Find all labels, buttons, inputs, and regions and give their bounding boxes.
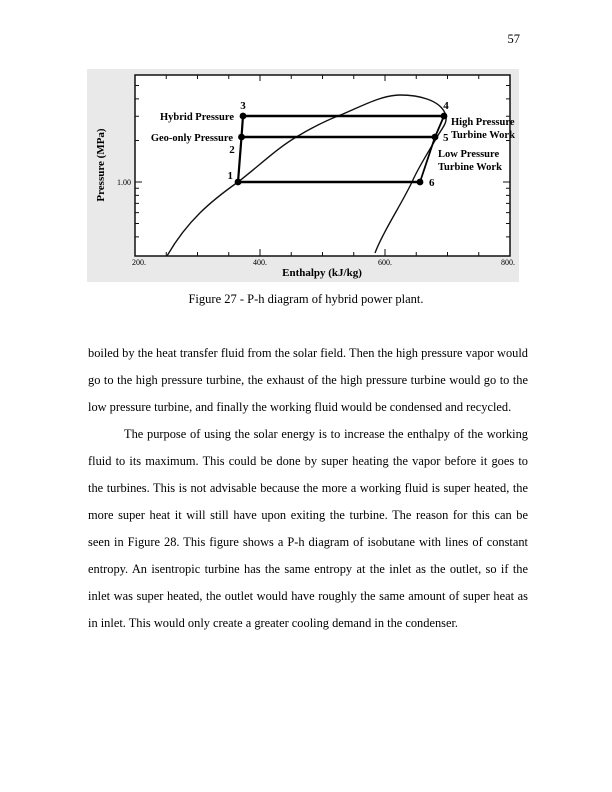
- figure-image: [87, 69, 519, 282]
- point-label-4: 4: [443, 100, 449, 112]
- x-tick-label-400: 400.: [253, 258, 267, 267]
- point-label-3: 3: [240, 100, 246, 112]
- annotation-hybrid-pressure: Hybrid Pressure: [160, 112, 234, 123]
- body-paragraph: The purpose of using the solar energy is to increase the enthalpy of the working fluid to its maximum. This could be done by super heating the vapor before it goes to the turbines. This is not advisable because the more a working fluid is super heated, the more super heat it will still have upon exiting the turbine. The reason for this can be seen in Figure 28. This figure shows a P-h diagram of isobutane with lines of constant entropy. An isentropic turbine has the same entropy at the inlet as the outlet, so if the inlet was super heated, the outlet would have roughly the same amount of super heat as in inlet. This would only create a greater cooling demand in the condenser.: [88, 427, 528, 630]
- point-marker-6: [417, 179, 424, 186]
- point-marker-2: [238, 134, 245, 141]
- annotation-high-pressure-turbine-work-line1: High Pressure: [451, 117, 515, 128]
- point-label-6: 6: [429, 177, 435, 189]
- y-axis-label: Pressure (MPa): [95, 128, 107, 202]
- point-label-5: 5: [443, 132, 449, 144]
- point-marker-1: [235, 179, 242, 186]
- x-axis-label: Enthalpy (kJ/kg): [282, 267, 362, 279]
- annotation-geo-only-pressure: Geo-only Pressure: [150, 133, 233, 144]
- body-text: [88, 340, 528, 637]
- y-tick-label-1: 1.00: [117, 178, 131, 187]
- annotation-high-pressure-turbine-work-line2: Turbine Work: [451, 130, 515, 141]
- page-number: 57: [507, 32, 520, 46]
- figure-caption: Figure 27 - P-h diagram of hybrid power plant.: [188, 292, 424, 306]
- point-label-2: 2: [229, 144, 235, 156]
- point-marker-4: [441, 113, 448, 120]
- annotation-low-pressure-turbine-work-line2: Turbine Work: [438, 162, 502, 173]
- point-marker-3: [240, 113, 247, 120]
- x-tick-label-200: 200.: [132, 258, 146, 267]
- point-marker-5: [432, 134, 439, 141]
- x-tick-label-800: 800.: [501, 258, 515, 267]
- point-label-1: 1: [227, 170, 233, 182]
- annotation-low-pressure-turbine-work-line1: Low Pressure: [438, 149, 500, 160]
- body-paragraph: boiled by the heat transfer fluid from the solar field. Then the high pressure vapor would go to the high pressure turbine, the exhaust of the high pressure turbine would go to the low pressure turbine, and finally the working fluid would be condensed and recycled.: [88, 346, 528, 414]
- ph-diagram-chart: [87, 69, 519, 282]
- x-tick-label-600: 600.: [378, 258, 392, 267]
